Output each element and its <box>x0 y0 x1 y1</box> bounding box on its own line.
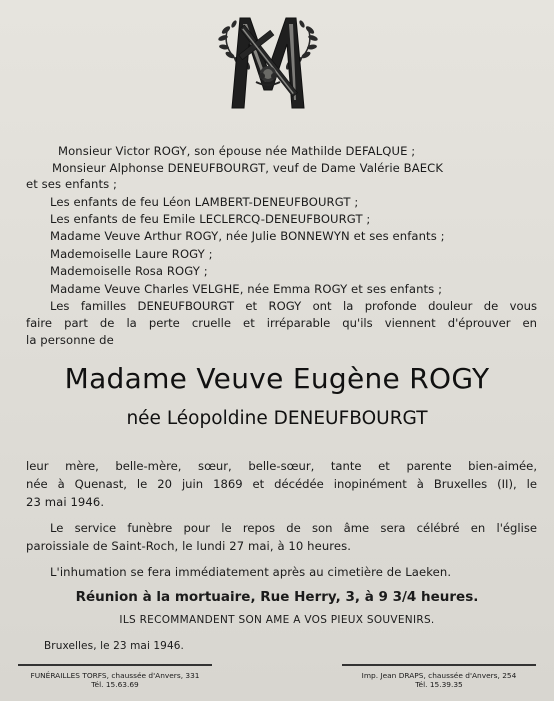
footer-right-line2: Tél. 15.39.35 <box>415 679 463 689</box>
cross-wreath-monogram-icon <box>212 10 324 114</box>
footer-right-line1: Imp. Jean DRAPS, chaussée d'Anvers, 254 <box>361 671 517 680</box>
details-line-3: 23 mai 1946. <box>26 495 105 509</box>
footer-right <box>342 672 536 689</box>
family-line-9: Madame Veuve Charles VELGHE, née Emma ROGY et ses enfants ; <box>50 282 443 296</box>
service-line-1: Le service funèbre pour le repos de son âme sera célébré en l'église <box>50 521 537 535</box>
burial-line: L'inhumation se fera immédiatement après au cimetière de Laeken. <box>50 565 452 579</box>
family-line-6: Madame Veuve Arthur ROGY, née Julie BONNEWYN et ses enfants ; <box>50 229 445 243</box>
family-line-11: faire part de la perte cruelle et irréparable qu'ils viennent d'éprouver en <box>26 316 537 330</box>
place-date: Bruxelles, le 23 mai 1946. <box>44 640 184 652</box>
family-line-4: Les enfants de feu Léon LAMBERT-DENEUFBOURGT ; <box>50 195 359 209</box>
deceased-name: Madame Veuve Eugène ROGY <box>64 362 490 395</box>
meeting-line: Réunion à la mortuaire, Rue Herry, 3, à 9 3/4 heures. <box>75 589 479 605</box>
details-line-1: leur mère, belle-mère, sœur, belle-sœur, tante et parente bien-aimée, <box>26 459 537 473</box>
details-line-2: née à Quenast, le 20 juin 1869 et décédée inopinément à Bruxelles (II), le <box>26 477 537 491</box>
footer-left-line2: Tél. 15.63.69 <box>91 679 139 689</box>
service-line-2: paroissiale de Saint-Roch, le lundi 27 mai, à 10 heures. <box>26 539 352 553</box>
family-line-5: Les enfants de feu Emile LECLERCQ-DENEUFBOURGT ; <box>50 212 371 226</box>
deceased-maiden-name: née Léopoldine DENEUFBOURGT <box>126 408 428 429</box>
family-line-10: Les familles DENEUFBOURGT et ROGY ont la profonde douleur de vous <box>50 299 537 313</box>
footer-rule-left <box>18 664 212 666</box>
footer-rule-right <box>342 664 536 666</box>
family-line-8: Mademoiselle Rosa ROGY ; <box>50 264 208 278</box>
footer-left-line1: FUNÉRAILLES TORFS, chaussée d'Anvers, 331 <box>30 671 200 680</box>
family-line-3: et ses enfants ; <box>26 177 118 191</box>
footer-left <box>18 672 212 689</box>
family-line-1: Monsieur Victor ROGY, son épouse née Mathilde DEFALQUE ; <box>58 144 416 158</box>
recommend-line: ILS RECOMMANDENT SON AME A VOS PIEUX SOUVENIRS. <box>119 614 435 626</box>
family-line-12: la personne de <box>26 333 114 347</box>
family-line-7: Mademoiselle Laure ROGY ; <box>50 247 213 261</box>
family-line-2: Monsieur Alphonse DENEUFBOURGT, veuf de Dame Valérie BAECK <box>52 161 444 175</box>
